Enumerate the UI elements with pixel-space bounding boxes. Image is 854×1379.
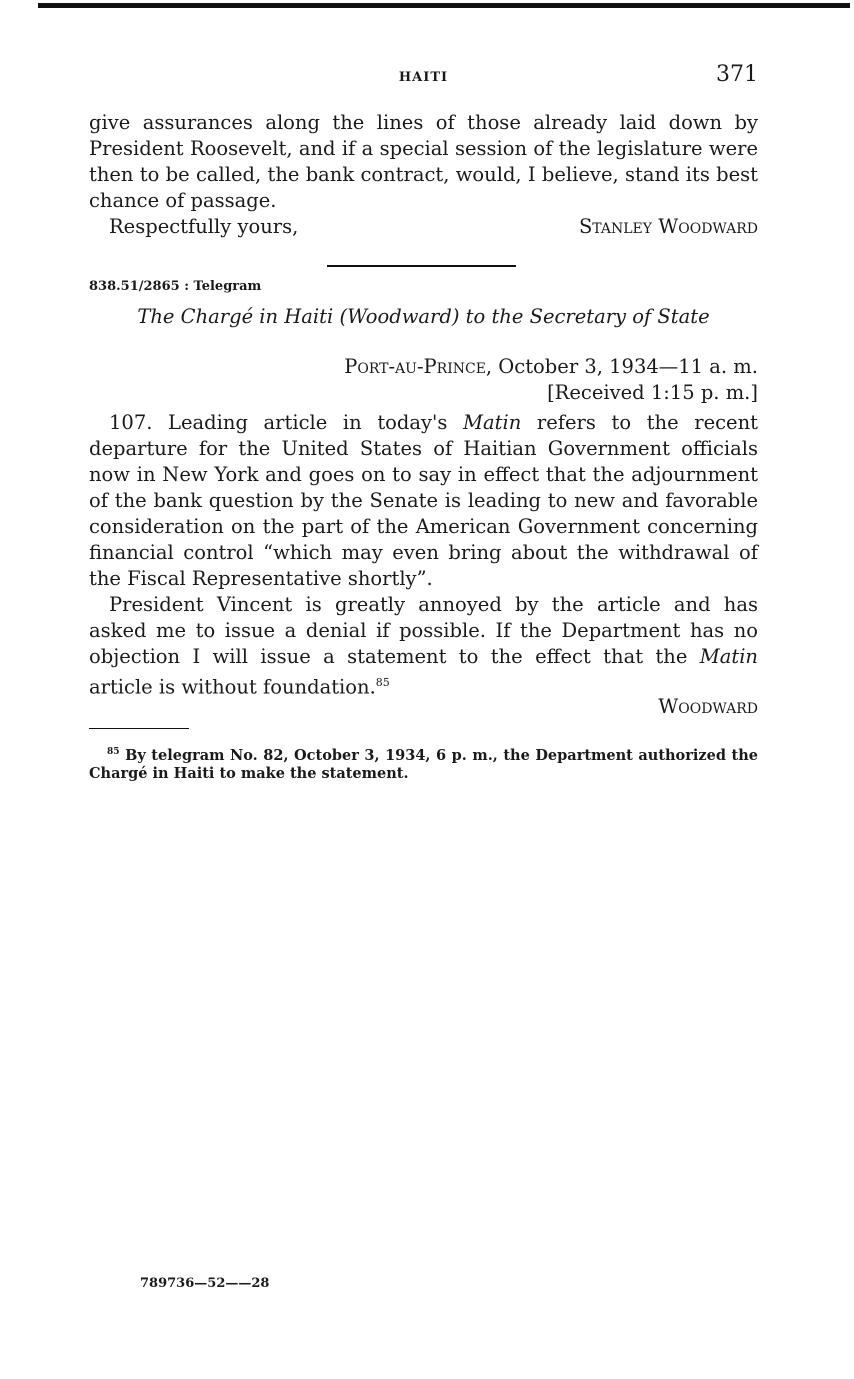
p1-text-a: 107. Leading article in today's bbox=[109, 411, 464, 434]
closing-salutation: Respectfully yours, bbox=[109, 215, 299, 238]
dateline-place-date bbox=[344, 354, 758, 380]
document-title bbox=[89, 305, 758, 328]
telegram-signature: Woodward bbox=[658, 695, 758, 718]
footnote-rule bbox=[89, 728, 189, 729]
p2-text-a: President Vincent is greatly annoyed by the article and has asked me to issue a denial if possible. If the Department has no objection I will issue a statement to the effect that the bbox=[89, 593, 758, 668]
p2-matin: Matin bbox=[699, 645, 758, 668]
dateline-place: Port-au-Prince, bbox=[344, 355, 493, 378]
p1-matin: Matin bbox=[463, 411, 522, 434]
continuation-paragraph: give assurances along the lines of those already laid down by President Roosevelt, and if a special session of the legislature were then to be called, the bank contract, would, I believe, stand its best chance of passage. bbox=[89, 111, 758, 212]
footnote-reference: 85 bbox=[375, 676, 390, 689]
footnote-marker: 85 bbox=[107, 747, 120, 757]
file-reference: 838.51/2865 : Telegram bbox=[89, 279, 262, 294]
title-part-1: The Chargé in Haiti ( bbox=[137, 305, 348, 328]
running-head: HAITI bbox=[398, 70, 449, 85]
section-divider bbox=[327, 265, 516, 267]
title-part-2: ) to the Secretary of State bbox=[451, 305, 710, 328]
telegram-paragraph-2 bbox=[89, 592, 758, 701]
p1-text-b: refers to the recent departure for the United States of Haitian Government officials now in New York and goes on to say in effect that the adjournment of the bank question by the Senate is leading to new and favorable consideration on the part of the American Government concerning financial control “which may even bring about the withdrawal of the Fiscal Representative shortly”. bbox=[89, 411, 758, 590]
closing-row bbox=[89, 214, 758, 240]
dateline bbox=[344, 354, 758, 406]
telegram-body bbox=[89, 410, 758, 701]
footnote bbox=[89, 743, 758, 783]
p2-text-b: article is without foundation. bbox=[89, 675, 376, 699]
continuation-section bbox=[89, 110, 758, 240]
telegram-paragraph-1 bbox=[89, 410, 758, 592]
page-number: 371 bbox=[716, 62, 758, 87]
received-note: [Received 1:15 p. m.] bbox=[547, 381, 758, 404]
title-name: Woodward bbox=[347, 305, 452, 328]
page-header bbox=[89, 62, 758, 92]
sender-signature: Stanley Woodward bbox=[578, 215, 758, 238]
print-code: 789736—52——28 bbox=[140, 1276, 270, 1291]
dateline-date: October 3, 1934—11 a. m. bbox=[492, 355, 758, 378]
footnote-text: By telegram No. 82, October 3, 1934, 6 p. m., the Department authorized the Chargé in Haiti to make the statement. bbox=[89, 746, 758, 782]
top-rule bbox=[38, 3, 850, 8]
